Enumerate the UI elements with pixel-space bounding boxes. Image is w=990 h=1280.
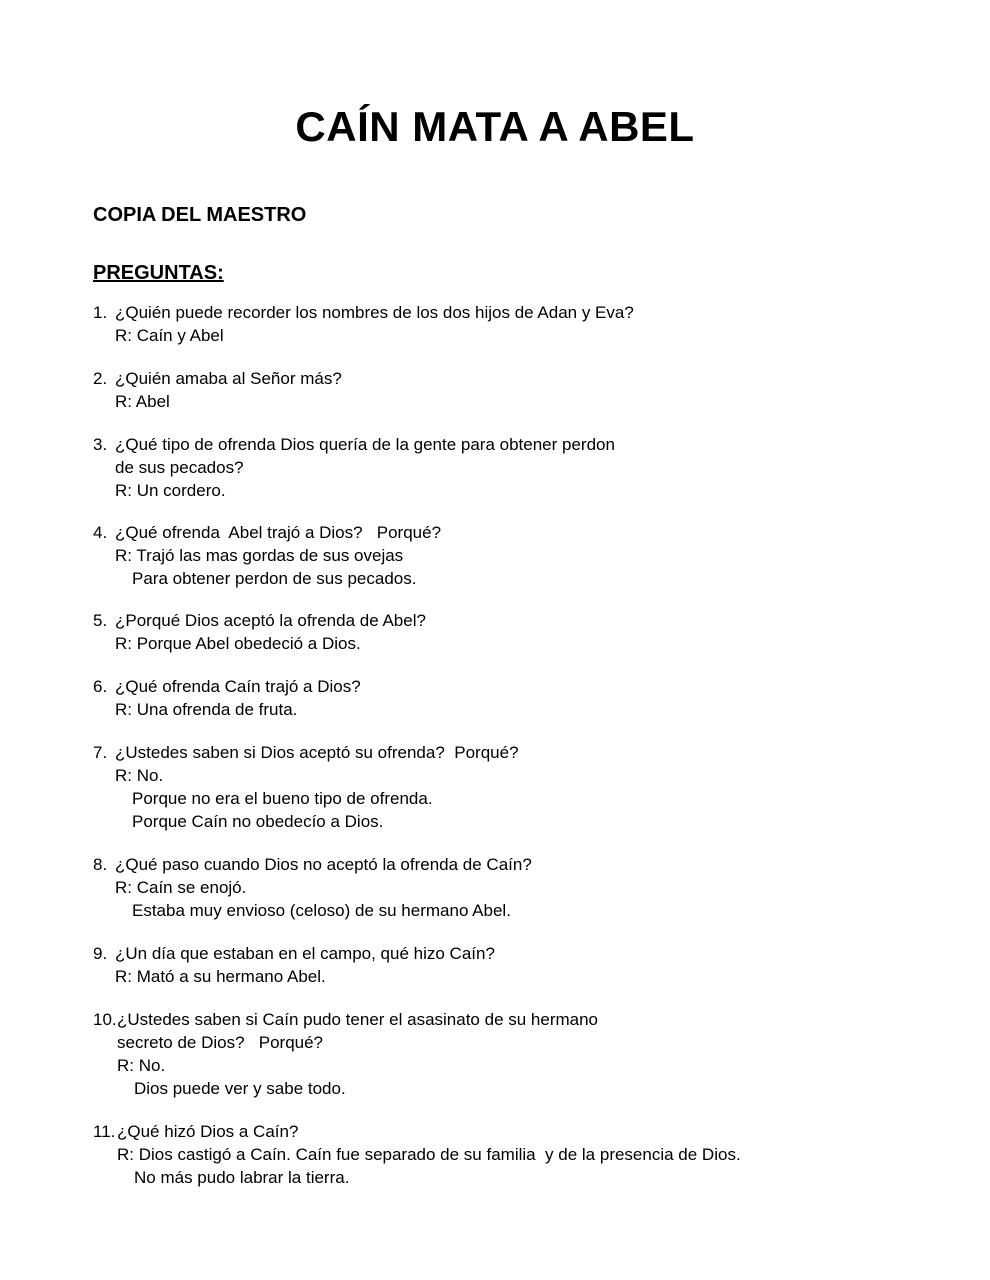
question-text: de sus pecados? [115,458,244,477]
question-item [93,942,953,988]
question-body [115,367,953,413]
question-text: ¿Qué ofrenda Caín trajó a Dios? [115,677,361,696]
question-text: secreto de Dios? Porqué? [117,1033,324,1052]
question-text: ¿Qué paso cuando Dios no aceptó la ofrenda de Caín? [115,855,532,874]
question-text: ¿Porqué Dios aceptó la ofrenda de Abel? [115,611,426,630]
question-text: ¿Quién amaba al Señor más? [115,369,342,388]
question-text: ¿Qué tipo de ofrenda Dios quería de la gente para obtener perdon [115,435,615,454]
question-number: 10. [93,1010,117,1029]
question-number: 2. [93,369,108,388]
question-body [117,1120,953,1189]
answer-text: R: Porque Abel obedeció a Dios. [115,634,361,653]
answer-continuation: Porque no era el bueno tipo de ofrenda. [132,789,433,808]
question-number: 7. [93,743,108,762]
question-item [93,741,953,833]
question-body [115,521,953,590]
question-number: 9. [93,944,108,963]
question-item [93,1120,953,1189]
question-number: 8. [93,855,108,874]
answer-continuation: Porque Caín no obedecío a Dios. [132,812,384,831]
question-text: ¿Quién puede recorder los nombres de los dos hijos de Adan y Eva? [115,303,634,322]
question-body [115,942,953,988]
answer-continuation: Estaba muy envioso (celoso) de su hermano Abel. [132,901,511,920]
question-number: 11. [93,1122,116,1141]
question-text: ¿Ustedes saben si Caín pudo tener el asasinato de su hermano [117,1010,599,1029]
question-number: 1. [93,303,108,322]
answer-text: R: Abel [115,392,170,411]
question-body [115,675,953,721]
question-body [115,301,953,347]
question-body [115,433,953,502]
question-list [93,301,953,1209]
question-body [115,741,953,833]
answer-text: R: Caín y Abel [115,326,224,345]
question-text: ¿Qué ofrenda Abel trajó a Dios? Porqué? [115,523,442,542]
question-item [93,1008,953,1100]
question-number: 3. [93,435,108,454]
question-body [115,853,953,922]
answer-text: R: No. [115,766,164,785]
question-item [93,675,953,721]
question-item [93,521,953,590]
question-number: 6. [93,677,108,696]
answer-text: R: No. [117,1056,166,1075]
question-item [93,853,953,922]
page-title: CAÍN MATA A ABEL [295,103,695,150]
question-number: 5. [93,611,108,630]
answer-continuation: Dios puede ver y sabe todo. [134,1079,346,1098]
question-body [115,609,953,655]
question-number: 4. [93,523,108,542]
question-item [93,433,953,502]
question-body [117,1008,953,1100]
answer-text: R: Un cordero. [115,481,226,500]
question-text: ¿Un día que estaban en el campo, qué hizo Caín? [115,944,495,963]
teacher-copy-label: COPIA DEL MAESTRO [93,204,307,226]
question-item [93,367,953,413]
answer-continuation: Para obtener perdon de sus pecados. [132,569,417,588]
answer-text: R: Mató a su hermano Abel. [115,967,326,986]
question-text: ¿Ustedes saben si Dios aceptó su ofrenda? Porqué? [115,743,519,762]
question-text: ¿Qué hizó Dios a Caín? [117,1122,299,1141]
answer-text: R: Trajó las mas gordas de sus ovejas [115,546,404,565]
answer-text: R: Dios castigó a Caín. Caín fue separado de su familia y de la presencia de Dios. [117,1145,741,1164]
questions-heading: PREGUNTAS: [93,262,224,284]
answer-continuation: No más pudo labrar la tierra. [134,1168,350,1187]
answer-text: R: Una ofrenda de fruta. [115,700,298,719]
question-item [93,301,953,347]
answer-text: R: Caín se enojó. [115,878,247,897]
question-item [93,609,953,655]
